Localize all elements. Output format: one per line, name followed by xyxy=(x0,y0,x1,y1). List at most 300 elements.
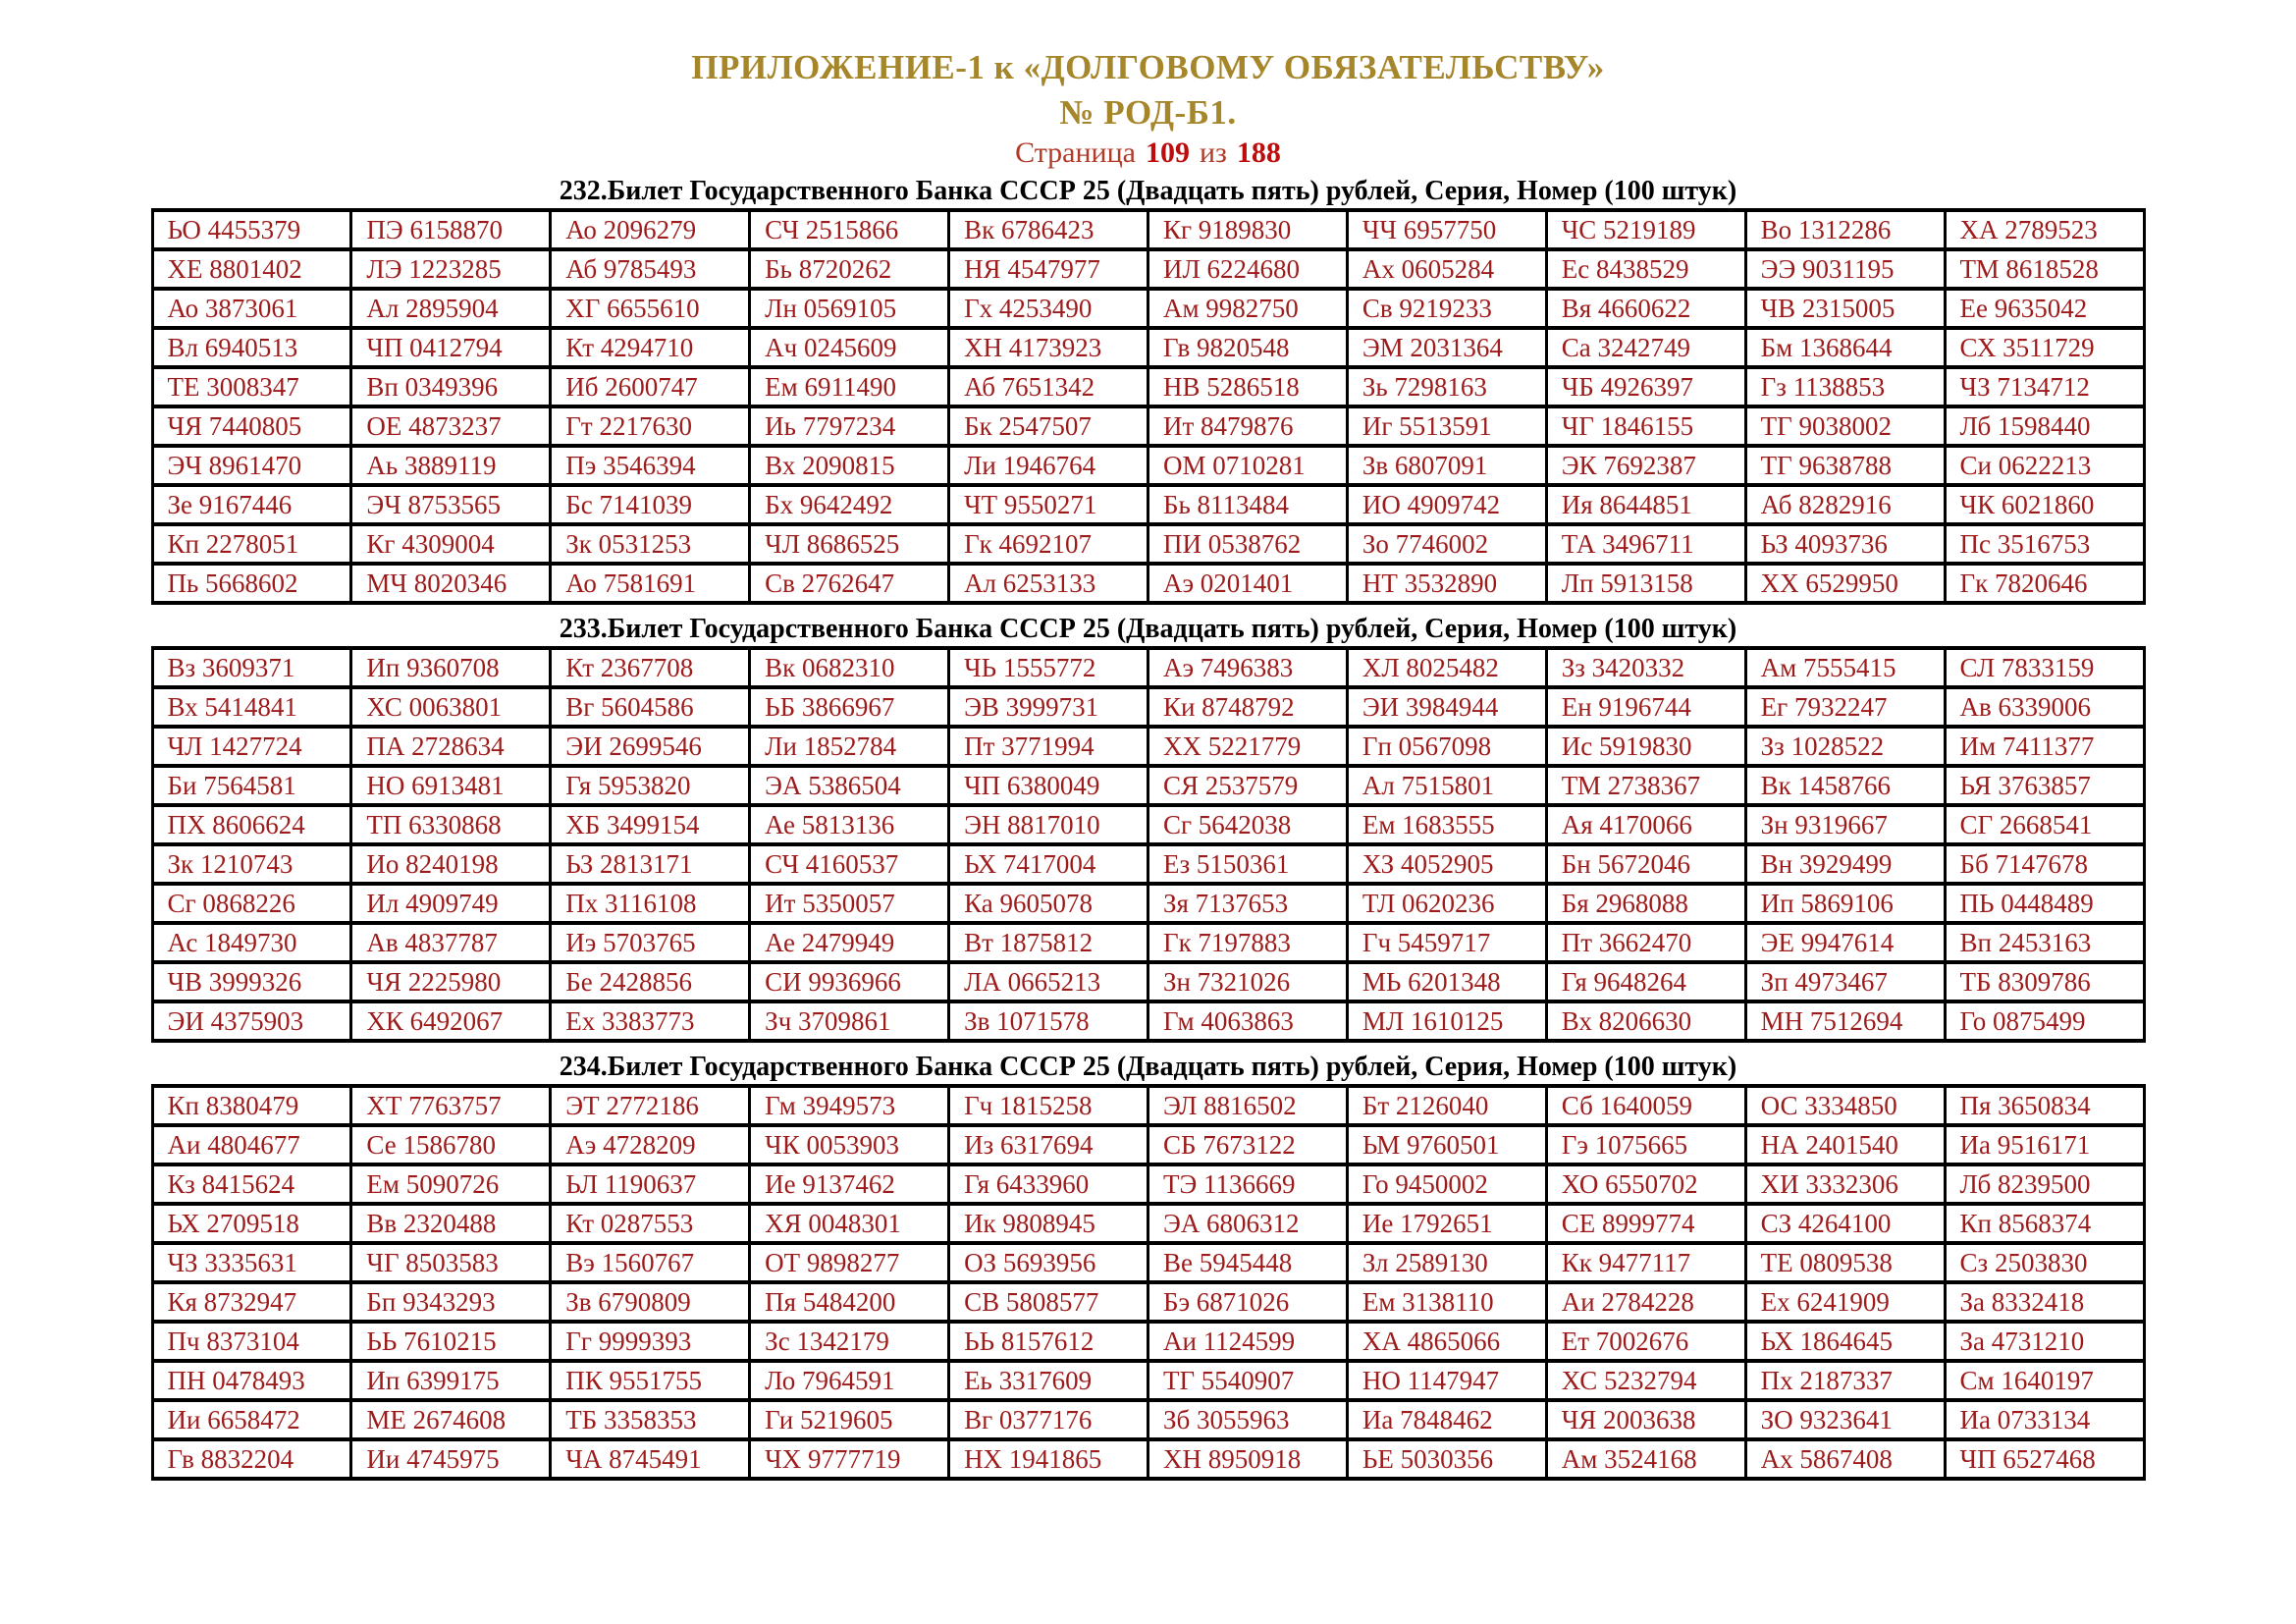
serial-cell: Бь 8720262 xyxy=(750,249,949,289)
table-row xyxy=(152,844,2144,884)
serial-cell: Зя 7137653 xyxy=(1148,884,1347,923)
serial-cell: Из 6317694 xyxy=(949,1125,1148,1164)
serial-cell: Бп 9343293 xyxy=(351,1282,551,1322)
serial-cell: ТА 3496711 xyxy=(1546,524,1745,564)
serial-cell: Гм 4063863 xyxy=(1148,1001,1347,1041)
serial-cell: Сб 1640059 xyxy=(1546,1086,1745,1125)
serial-cell: Ее 9635042 xyxy=(1945,289,2144,328)
serial-cell: МЧ 8020346 xyxy=(351,564,551,603)
serial-cell: ХО 6550702 xyxy=(1546,1164,1745,1204)
serial-cell: ТМ 2738367 xyxy=(1546,766,1745,805)
serial-cell: Вп 0349396 xyxy=(351,367,551,406)
serial-cell: ПН 0478493 xyxy=(152,1361,351,1400)
serial-cell: ЧБ 4926397 xyxy=(1546,367,1745,406)
serial-cell: Ио 8240198 xyxy=(351,844,551,884)
serial-cell: Ех 6241909 xyxy=(1745,1282,1945,1322)
serial-cell: Бб 7147678 xyxy=(1945,844,2144,884)
serial-cell: ПИ 0538762 xyxy=(1148,524,1347,564)
serial-cell: Иг 5513591 xyxy=(1347,406,1546,446)
document-subtitle: № РОД-Б1. xyxy=(1059,93,1237,132)
serial-cell: СЧ 2515866 xyxy=(750,210,949,249)
serial-cell: ЧС 5219189 xyxy=(1546,210,1745,249)
serial-cell: Кк 9477117 xyxy=(1546,1243,1745,1282)
serial-cell: Аи 4804677 xyxy=(152,1125,351,1164)
serial-cell: Зк 1210743 xyxy=(152,844,351,884)
serial-cell: Зв 1071578 xyxy=(949,1001,1148,1041)
serial-cell: ЧП 0412794 xyxy=(351,328,551,367)
serial-cell: За 4731210 xyxy=(1945,1322,2144,1361)
serial-cell: ЭВ 3999731 xyxy=(949,687,1148,727)
serial-cell: Вх 8206630 xyxy=(1546,1001,1745,1041)
serial-cell: Вн 3929499 xyxy=(1745,844,1945,884)
serial-cell: Зн 9319667 xyxy=(1745,805,1945,844)
serial-cell: Ие 9137462 xyxy=(750,1164,949,1204)
serial-cell: Кз 8415624 xyxy=(152,1164,351,1204)
serial-cell: Вз 3609371 xyxy=(152,648,351,687)
serial-cell: Ах 5867408 xyxy=(1745,1439,1945,1479)
serial-cell: ЧХ 9777719 xyxy=(750,1439,949,1479)
serial-cell: ОЕ 4873237 xyxy=(351,406,551,446)
serial-cell: ЬЛ 1190637 xyxy=(551,1164,750,1204)
serial-cell: ХК 6492067 xyxy=(351,1001,551,1041)
serial-cell: ТМ 8618528 xyxy=(1945,249,2144,289)
serial-cell: Бэ 6871026 xyxy=(1148,1282,1347,1322)
serial-cell: Пх 3116108 xyxy=(551,884,750,923)
serial-cell: Иа 9516171 xyxy=(1945,1125,2144,1164)
serial-cell: Лн 0569105 xyxy=(750,289,949,328)
serial-cell: Ае 2479949 xyxy=(750,923,949,962)
serial-cell: Ач 0245609 xyxy=(750,328,949,367)
serial-cell: Гя 5953820 xyxy=(551,766,750,805)
serial-cell: ТГ 9038002 xyxy=(1745,406,1945,446)
serial-cell: ЧЯ 2225980 xyxy=(351,962,551,1001)
serial-cell: ЬХ 7417004 xyxy=(949,844,1148,884)
serial-cell: Вэ 1560767 xyxy=(551,1243,750,1282)
serial-cell: Ка 9605078 xyxy=(949,884,1148,923)
serial-cell: ЭЕ 9947614 xyxy=(1745,923,1945,962)
table-caption: 233.Билет Государственного Банка СССР 25 (Двадцать пять) рублей, Серия, Номер (100 штук) xyxy=(559,614,1737,644)
serial-cell: Аи 1124599 xyxy=(1148,1322,1347,1361)
serial-cell: СХ 3511729 xyxy=(1945,328,2144,367)
serial-cell: Ал 7515801 xyxy=(1347,766,1546,805)
serial-cell: НХ 1941865 xyxy=(949,1439,1148,1479)
serial-cell: Зз 3420332 xyxy=(1546,648,1745,687)
serial-cell: Лб 1598440 xyxy=(1945,406,2144,446)
serial-cell: ИЛ 6224680 xyxy=(1148,249,1347,289)
page-label: Страница xyxy=(1015,136,1136,169)
serial-cell: ТП 6330868 xyxy=(351,805,551,844)
serial-cell: ЧВ 3999326 xyxy=(152,962,351,1001)
table-row xyxy=(152,1322,2144,1361)
serial-cell: Аэ 7496383 xyxy=(1148,648,1347,687)
serial-cell: ЭН 8817010 xyxy=(949,805,1148,844)
table-row xyxy=(152,727,2144,766)
serial-cell: Кп 8380479 xyxy=(152,1086,351,1125)
table-caption: 234.Билет Государственного Банка СССР 25 (Двадцать пять) рублей, Серия, Номер (100 штук) xyxy=(559,1052,1737,1082)
serial-cell: Ги 5219605 xyxy=(750,1400,949,1439)
serial-cell: ОС 3334850 xyxy=(1745,1086,1945,1125)
serial-cell: Ип 6399175 xyxy=(351,1361,551,1400)
serial-cell: Бх 9642492 xyxy=(750,485,949,524)
serial-cell: ИО 4909742 xyxy=(1347,485,1546,524)
table-row xyxy=(152,289,2144,328)
serial-cell: ТБ 3358353 xyxy=(551,1400,750,1439)
serial-cell: Вк 6786423 xyxy=(949,210,1148,249)
serial-cell: ХХ 6529950 xyxy=(1745,564,1945,603)
serial-cell: Вх 2090815 xyxy=(750,446,949,485)
table-row xyxy=(152,805,2144,844)
serial-cell: Гх 4253490 xyxy=(949,289,1148,328)
serial-cell: ЭЧ 8753565 xyxy=(351,485,551,524)
table-caption: 232.Билет Государственного Банка СССР 25 (Двадцать пять) рублей, Серия, Номер (100 штук) xyxy=(559,176,1737,206)
serial-cell: ЛА 0665213 xyxy=(949,962,1148,1001)
serial-cell: Вк 0682310 xyxy=(750,648,949,687)
serial-cell: СБ 7673122 xyxy=(1148,1125,1347,1164)
serial-cell: ЧЛ 1427724 xyxy=(152,727,351,766)
serial-cell: ЬЬ 7610215 xyxy=(351,1322,551,1361)
serial-cell: Им 7411377 xyxy=(1945,727,2144,766)
serial-cell: Ит 5350057 xyxy=(750,884,949,923)
serial-cell: ХЯ 0048301 xyxy=(750,1204,949,1243)
serial-cell: Бн 5672046 xyxy=(1546,844,1745,884)
serial-cell: Аэ 4728209 xyxy=(551,1125,750,1164)
serial-cell: ЭА 5386504 xyxy=(750,766,949,805)
serial-cell: ХН 8950918 xyxy=(1148,1439,1347,1479)
serial-cell: Иа 7848462 xyxy=(1347,1400,1546,1439)
serial-cell: ХС 5232794 xyxy=(1546,1361,1745,1400)
serial-cell: ХТ 7763757 xyxy=(351,1086,551,1125)
page-current-number: 109 xyxy=(1145,136,1190,169)
serial-cell: ЬЕ 5030356 xyxy=(1347,1439,1546,1479)
serial-cell: ЧГ 1846155 xyxy=(1546,406,1745,446)
serial-cell: ЬЯ 3763857 xyxy=(1945,766,2144,805)
serial-table-body xyxy=(152,648,2144,1041)
serial-cell: СВ 5808577 xyxy=(949,1282,1148,1322)
banknote-table-section-234 xyxy=(0,1051,2296,1481)
serial-cell: Ет 7002676 xyxy=(1546,1322,1745,1361)
table-row xyxy=(152,884,2144,923)
serial-cell: Бя 2968088 xyxy=(1546,884,1745,923)
serial-cell: ЧЯ 2003638 xyxy=(1546,1400,1745,1439)
serial-cell: ХИ 3332306 xyxy=(1745,1164,1945,1204)
document-title: ПРИЛОЖЕНИЕ-1 к «ДОЛГОВОМУ ОБЯЗАТЕЛЬСТВУ» xyxy=(691,48,1605,86)
serial-cell: Пт 3771994 xyxy=(949,727,1148,766)
serial-cell: ХЕ 8801402 xyxy=(152,249,351,289)
serial-cell: Пя 5484200 xyxy=(750,1282,949,1322)
serial-cell: СЛ 7833159 xyxy=(1945,648,2144,687)
table-row xyxy=(152,687,2144,727)
serial-cell: ЬЗ 4093736 xyxy=(1745,524,1945,564)
serial-cell: Ии 6658472 xyxy=(152,1400,351,1439)
serial-cell: МЬ 6201348 xyxy=(1347,962,1546,1001)
table-row xyxy=(152,1282,2144,1322)
serial-cell: Ем 1683555 xyxy=(1347,805,1546,844)
serial-cell: Гк 7197883 xyxy=(1148,923,1347,962)
serial-cell: ЭМ 2031364 xyxy=(1347,328,1546,367)
serial-cell: Ам 7555415 xyxy=(1745,648,1945,687)
serial-cell: СИ 9936966 xyxy=(750,962,949,1001)
serial-cell: Св 2762647 xyxy=(750,564,949,603)
serial-cell: Гя 9648264 xyxy=(1546,962,1745,1001)
serial-table-body xyxy=(152,1086,2144,1479)
table-row xyxy=(152,1125,2144,1164)
table-row xyxy=(152,564,2144,603)
serial-cell: Ки 8748792 xyxy=(1148,687,1347,727)
serial-numbers-table xyxy=(151,646,2146,1043)
serial-cell: ПЭ 6158870 xyxy=(351,210,551,249)
serial-cell: ХА 2789523 xyxy=(1945,210,2144,249)
serial-cell: Аб 7651342 xyxy=(949,367,1148,406)
table-row xyxy=(152,648,2144,687)
serial-cell: ЧП 6527468 xyxy=(1945,1439,2144,1479)
serial-cell: ЬХ 1864645 xyxy=(1745,1322,1945,1361)
serial-numbers-table xyxy=(151,1084,2146,1481)
serial-cell: Кт 2367708 xyxy=(551,648,750,687)
serial-cell: Ао 3873061 xyxy=(152,289,351,328)
serial-cell: ЧЗ 3335631 xyxy=(152,1243,351,1282)
serial-cell: Си 0622213 xyxy=(1945,446,2144,485)
serial-cell: ТБ 8309786 xyxy=(1945,962,2144,1001)
table-row xyxy=(152,446,2144,485)
serial-cell: Ии 4745975 xyxy=(351,1439,551,1479)
serial-cell: ХЛ 8025482 xyxy=(1347,648,1546,687)
serial-cell: ЧК 0053903 xyxy=(750,1125,949,1164)
serial-cell: ЭА 6806312 xyxy=(1148,1204,1347,1243)
serial-cell: Гт 2217630 xyxy=(551,406,750,446)
serial-cell: Ем 6911490 xyxy=(750,367,949,406)
serial-cell: Зз 1028522 xyxy=(1745,727,1945,766)
serial-cell: Бс 7141039 xyxy=(551,485,750,524)
serial-cell: ЭК 7692387 xyxy=(1546,446,1745,485)
serial-cell: Вт 1875812 xyxy=(949,923,1148,962)
serial-cell: Сз 2503830 xyxy=(1945,1243,2144,1282)
serial-cell: Ип 9360708 xyxy=(351,648,551,687)
serial-cell: Ая 4170066 xyxy=(1546,805,1745,844)
serial-cell: НО 6913481 xyxy=(351,766,551,805)
serial-cell: Ех 3383773 xyxy=(551,1001,750,1041)
serial-cell: Гм 3949573 xyxy=(750,1086,949,1125)
serial-cell: Гч 1815258 xyxy=(949,1086,1148,1125)
serial-cell: ЬБ 3866967 xyxy=(750,687,949,727)
serial-cell: Св 9219233 xyxy=(1347,289,1546,328)
serial-cell: Кт 0287553 xyxy=(551,1204,750,1243)
serial-cell: Гк 4692107 xyxy=(949,524,1148,564)
serial-cell: Ик 9808945 xyxy=(949,1204,1148,1243)
table-row xyxy=(152,328,2144,367)
serial-table-body xyxy=(152,210,2144,603)
serial-cell: МН 7512694 xyxy=(1745,1001,1945,1041)
serial-cell: ЬО 4455379 xyxy=(152,210,351,249)
serial-cell: ОЗ 5693956 xyxy=(949,1243,1148,1282)
serial-cell: Сг 5642038 xyxy=(1148,805,1347,844)
serial-cell: Ас 1849730 xyxy=(152,923,351,962)
serial-cell: ТЭ 1136669 xyxy=(1148,1164,1347,1204)
serial-cell: Ал 6253133 xyxy=(949,564,1148,603)
serial-cell: Лп 5913158 xyxy=(1546,564,1745,603)
serial-cell: Гз 1138853 xyxy=(1745,367,1945,406)
serial-cell: Гп 0567098 xyxy=(1347,727,1546,766)
serial-cell: Пх 2187337 xyxy=(1745,1361,1945,1400)
serial-cell: Вп 2453163 xyxy=(1945,923,2144,962)
serial-cell: Зк 0531253 xyxy=(551,524,750,564)
serial-cell: Го 0875499 xyxy=(1945,1001,2144,1041)
serial-cell: НТ 3532890 xyxy=(1347,564,1546,603)
serial-numbers-table xyxy=(151,208,2146,605)
serial-cell: МЕ 2674608 xyxy=(351,1400,551,1439)
serial-cell: Се 1586780 xyxy=(351,1125,551,1164)
serial-cell: Бм 1368644 xyxy=(1745,328,1945,367)
serial-cell: Вк 1458766 xyxy=(1745,766,1945,805)
serial-cell: Бе 2428856 xyxy=(551,962,750,1001)
serial-cell: Аб 9785493 xyxy=(551,249,750,289)
serial-cell: Ал 2895904 xyxy=(351,289,551,328)
serial-cell: Зо 7746002 xyxy=(1347,524,1546,564)
serial-cell: Зь 7298163 xyxy=(1347,367,1546,406)
serial-cell: ЭИ 4375903 xyxy=(152,1001,351,1041)
serial-cell: ЭЧ 8961470 xyxy=(152,446,351,485)
serial-cell: Бк 2547507 xyxy=(949,406,1148,446)
serial-cell: Во 1312286 xyxy=(1745,210,1945,249)
page-of-label: из xyxy=(1199,136,1227,169)
table-row xyxy=(152,962,2144,1001)
serial-cell: Ип 5869106 xyxy=(1745,884,1945,923)
serial-cell: Ав 6339006 xyxy=(1945,687,2144,727)
serial-cell: ЧП 6380049 xyxy=(949,766,1148,805)
serial-cell: СГ 2668541 xyxy=(1945,805,2144,844)
serial-cell: Ит 8479876 xyxy=(1148,406,1347,446)
serial-cell: Зн 7321026 xyxy=(1148,962,1347,1001)
table-row xyxy=(152,1243,2144,1282)
serial-cell: Ав 4837787 xyxy=(351,923,551,962)
serial-cell: Зч 3709861 xyxy=(750,1001,949,1041)
serial-cell: Ах 0605284 xyxy=(1347,249,1546,289)
serial-cell: Пэ 3546394 xyxy=(551,446,750,485)
table-row xyxy=(152,1439,2144,1479)
serial-cell: ЧЧ 6957750 xyxy=(1347,210,1546,249)
serial-cell: Зб 3055963 xyxy=(1148,1400,1347,1439)
serial-cell: Зе 9167446 xyxy=(152,485,351,524)
serial-cell: Иа 0733134 xyxy=(1945,1400,2144,1439)
serial-cell: Вг 0377176 xyxy=(949,1400,1148,1439)
serial-cell: ЬЗ 2813171 xyxy=(551,844,750,884)
serial-cell: Кт 4294710 xyxy=(551,328,750,367)
serial-cell: ЧЗ 7134712 xyxy=(1945,367,2144,406)
banknote-table-section-233 xyxy=(0,613,2296,1043)
table-row xyxy=(152,1361,2144,1400)
table-row xyxy=(152,485,2144,524)
serial-cell: ЧЯ 7440805 xyxy=(152,406,351,446)
serial-cell: ЧГ 8503583 xyxy=(351,1243,551,1282)
serial-cell: Зс 1342179 xyxy=(750,1322,949,1361)
serial-cell: Лб 8239500 xyxy=(1945,1164,2144,1204)
serial-cell: Вя 4660622 xyxy=(1546,289,1745,328)
serial-cell: Ил 4909749 xyxy=(351,884,551,923)
serial-cell: Гя 6433960 xyxy=(949,1164,1148,1204)
serial-cell: ТЛ 0620236 xyxy=(1347,884,1546,923)
serial-cell: Ен 9196744 xyxy=(1546,687,1745,727)
serial-cell: Ли 1852784 xyxy=(750,727,949,766)
serial-cell: Ес 8438529 xyxy=(1546,249,1745,289)
serial-cell: Пя 3650834 xyxy=(1945,1086,2144,1125)
table-row xyxy=(152,1086,2144,1125)
serial-cell: ЧА 8745491 xyxy=(551,1439,750,1479)
serial-cell: Вх 5414841 xyxy=(152,687,351,727)
serial-cell: Ве 5945448 xyxy=(1148,1243,1347,1282)
serial-cell: Пь 5668602 xyxy=(152,564,351,603)
table-row xyxy=(152,923,2144,962)
serial-cell: Гв 9820548 xyxy=(1148,328,1347,367)
serial-cell: Зв 6790809 xyxy=(551,1282,750,1322)
serial-cell: Иэ 5703765 xyxy=(551,923,750,962)
serial-cell: Вл 6940513 xyxy=(152,328,351,367)
serial-cell: ОТ 9898277 xyxy=(750,1243,949,1282)
serial-cell: ЭИ 3984944 xyxy=(1347,687,1546,727)
serial-cell: Ли 1946764 xyxy=(949,446,1148,485)
serial-cell: Ие 1792651 xyxy=(1347,1204,1546,1243)
serial-cell: Кя 8732947 xyxy=(152,1282,351,1322)
serial-cell: Бь 8113484 xyxy=(1148,485,1347,524)
serial-cell: СЗ 4264100 xyxy=(1745,1204,1945,1243)
serial-cell: За 8332418 xyxy=(1945,1282,2144,1322)
table-row xyxy=(152,367,2144,406)
serial-cell: НА 2401540 xyxy=(1745,1125,1945,1164)
serial-cell: ЧЛ 8686525 xyxy=(750,524,949,564)
table-row xyxy=(152,524,2144,564)
serial-cell: ЭТ 2772186 xyxy=(551,1086,750,1125)
serial-cell: ТЕ 0809538 xyxy=(1745,1243,1945,1282)
serial-cell: Гч 5459717 xyxy=(1347,923,1546,962)
serial-cell: ТЕ 3008347 xyxy=(152,367,351,406)
serial-cell: Ис 5919830 xyxy=(1546,727,1745,766)
serial-cell: Ао 7581691 xyxy=(551,564,750,603)
table-row xyxy=(152,1164,2144,1204)
serial-cell: Кп 2278051 xyxy=(152,524,351,564)
serial-cell: Ае 5813136 xyxy=(750,805,949,844)
serial-cell: Аи 2784228 xyxy=(1546,1282,1745,1322)
serial-cell: Зв 6807091 xyxy=(1347,446,1546,485)
serial-cell: ЧТ 9550271 xyxy=(949,485,1148,524)
serial-cell: ХН 4173923 xyxy=(949,328,1148,367)
serial-cell: Бт 2126040 xyxy=(1347,1086,1546,1125)
serial-cell: Кп 8568374 xyxy=(1945,1204,2144,1243)
serial-cell: Ия 8644851 xyxy=(1546,485,1745,524)
serial-cell: ТГ 9638788 xyxy=(1745,446,1945,485)
serial-cell: ПЬ 0448489 xyxy=(1945,884,2144,923)
serial-cell: ЛЭ 1223285 xyxy=(351,249,551,289)
serial-cell: Пс 3516753 xyxy=(1945,524,2144,564)
serial-cell: Го 9450002 xyxy=(1347,1164,1546,1204)
serial-cell: ЭЛ 8816502 xyxy=(1148,1086,1347,1125)
serial-cell: ХА 4865066 xyxy=(1347,1322,1546,1361)
serial-cell: Ег 7932247 xyxy=(1745,687,1945,727)
serial-cell: Зп 4973467 xyxy=(1745,962,1945,1001)
serial-cell: Би 7564581 xyxy=(152,766,351,805)
serial-cell: ХЗ 4052905 xyxy=(1347,844,1546,884)
serial-cell: Гк 7820646 xyxy=(1945,564,2144,603)
serial-cell: Иб 2600747 xyxy=(551,367,750,406)
serial-cell: МЛ 1610125 xyxy=(1347,1001,1546,1041)
serial-cell: Аь 3889119 xyxy=(351,446,551,485)
serial-cell: Пт 3662470 xyxy=(1546,923,1745,962)
serial-cell: Аб 8282916 xyxy=(1745,485,1945,524)
serial-cell: ПХ 8606624 xyxy=(152,805,351,844)
serial-cell: НО 1147947 xyxy=(1347,1361,1546,1400)
serial-cell: ХГ 6655610 xyxy=(551,289,750,328)
serial-cell: ЭИ 2699546 xyxy=(551,727,750,766)
serial-cell: Ам 3524168 xyxy=(1546,1439,1745,1479)
serial-cell: Зл 2589130 xyxy=(1347,1243,1546,1282)
serial-cell: Вг 5604586 xyxy=(551,687,750,727)
